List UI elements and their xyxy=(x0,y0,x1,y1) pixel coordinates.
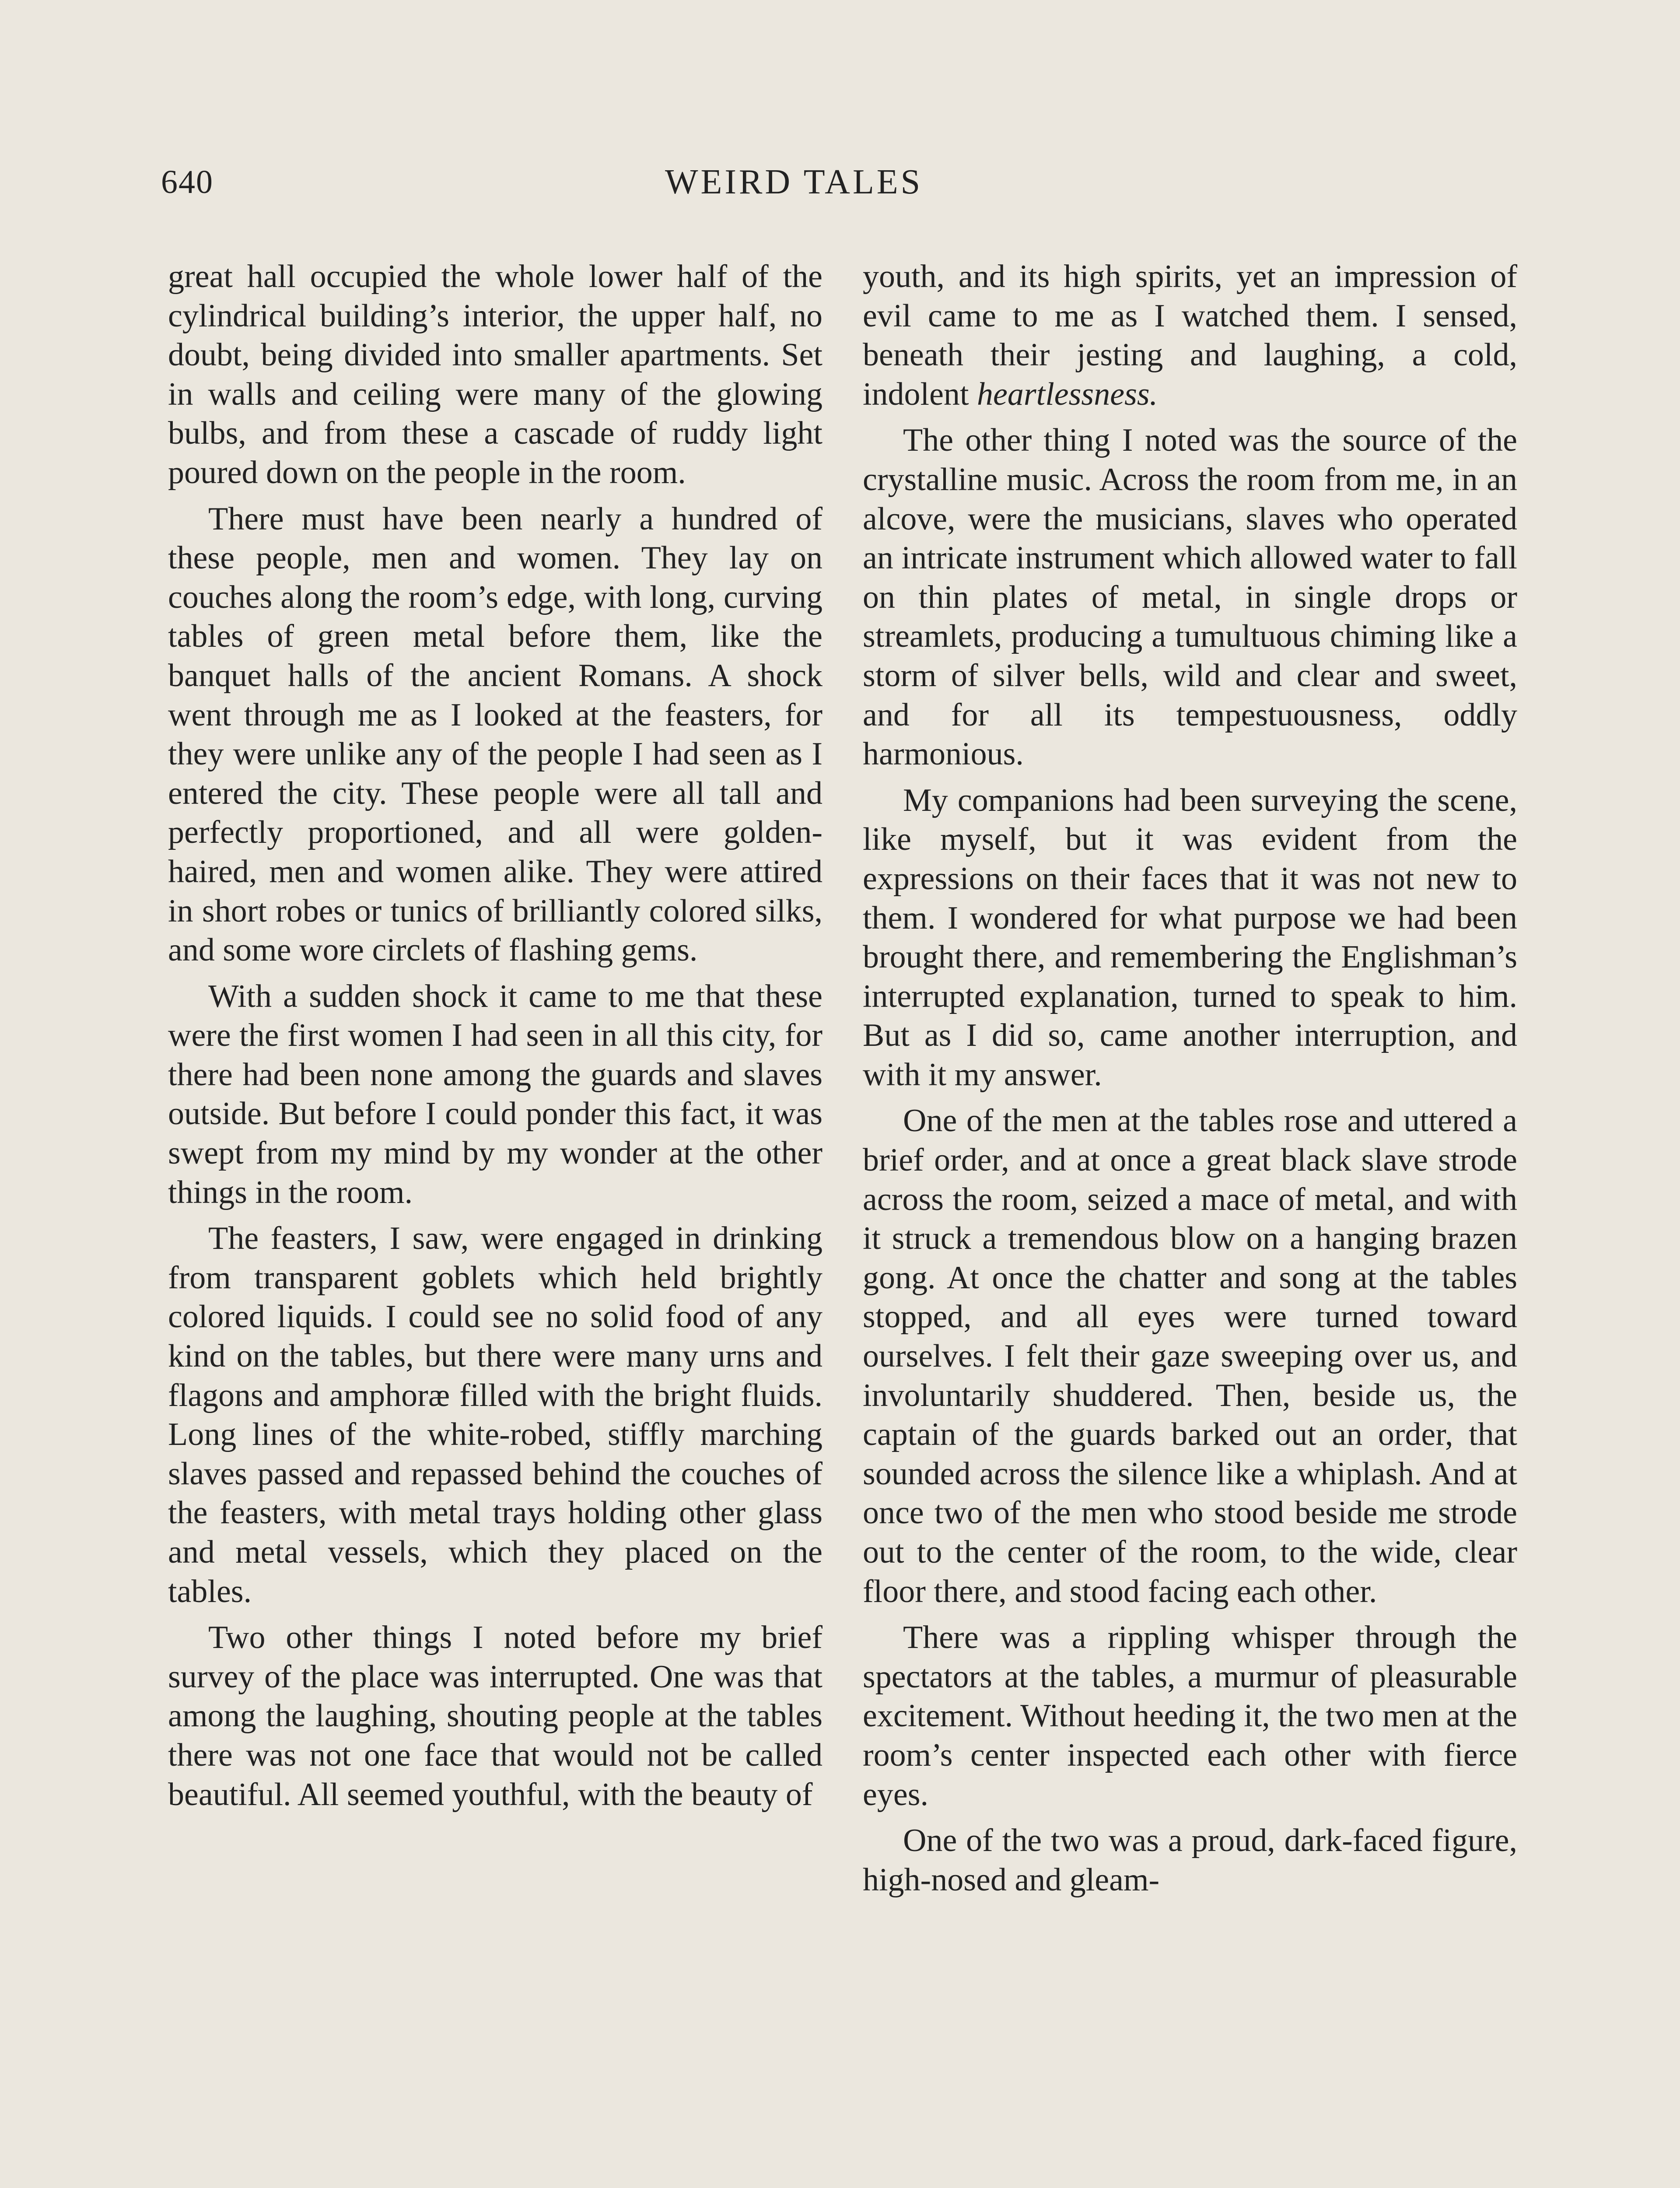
paragraph: My companions had been surveying the scene, like myself, but it was evident from the expressions on their faces that it was not new to them. I wondered for what purpose we had been brought there, and remembering the Englishman’s interrupted explanation, turned to speak to him. But as I did so, came another interruption, and with it my answer. xyxy=(863,782,1517,1093)
page-number: 640 xyxy=(161,164,214,200)
paragraph xyxy=(863,257,1517,414)
paragraph: One of the two was a proud, dark-faced figure, high-nosed and gleam- xyxy=(863,1823,1517,1898)
paragraph-text: youth, and its high spirits, yet an impression of evil came to me as I watched them. I sensed, beneath their jesting and laughing, a cold, indolent xyxy=(863,259,1517,412)
running-head: WEIRD TALES xyxy=(665,163,923,201)
paragraph: With a sudden shock it came to me that these were the first women I had seen in all this city, for there had been none among the guards and slaves outside. But before I could ponder this fact, it was swept from my mind by my wonder at the other things in the room. xyxy=(168,978,822,1210)
paragraph: There was a rippling whisper through the spectators at the tables, a murmur of pleasurable excitement. Without heeding it, the two men at the room’s center inspected each other with fierce eyes. xyxy=(863,1620,1517,1813)
paragraph: great hall occupied the whole lower half of the cylindrical building’s interior, the upper half, no doubt, being divided into smaller apartments. Set in walls and ceiling were many of the glowing bulbs, and from these a cascade of ruddy light poured down on the people in the room. xyxy=(168,259,822,491)
paragraph: One of the men at the tables rose and uttered a brief order, and at once a great black slave strode across the room, seized a mace of metal, and with it struck a tremendous blow on a hanging brazen gong. At once the chatter and song at the tables stopped, and all eyes were turned toward ourselves. I felt their gaze sweeping over us, and involuntarily shuddered. Then, beside us, the captain of the guards barked out an order, that sounded across the silence like a whiplash. And at once two of the men who stood beside me strode out to the center of the room, to the wide, clear floor there, and stood facing each other. xyxy=(863,1103,1517,1609)
paragraph: There must have been nearly a hundred of these people, men and women. They lay on couches along the room’s edge, with long, curving tables of green metal before them, like the banquet halls of the ancient Romans. A shock went through me as I looked at the feasters, for they were unlike any of the people I had seen as I entered the city. These people were all tall and perfectly proportioned, and all were golden-haired, men and women alike. They were attired in short robes or tunics of brilliantly colored silks, and some wore circlets of flashing gems. xyxy=(168,501,822,968)
paragraph: The other thing I noted was the source of the crystalline music. Across the room from me, in an alcove, were the musicians, slaves who operated an intricate instrument which allowed water to fall on thin plates of metal, in single drops or streamlets, producing a tumultuous chiming like a storm of silver bells, wild and clear and sweet, and for all its tempestuousness, oddly harmonious. xyxy=(863,422,1517,772)
italic-word: heartlessness. xyxy=(977,376,1158,412)
right-text-column xyxy=(863,257,1517,1900)
left-text-column xyxy=(168,257,822,1814)
paragraph: The feasters, I saw, were engaged in drinking from transparent goblets which held brightly colored liquids. I could see no solid food of any kind on the tables, but there were many urns and flagons and amphoræ filled with the bright fluids. Long lines of the white-robed, stiffly marching slaves passed and repassed behind the couches of the feasters, with metal trays holding other glass and metal vessels, which they placed on the tables. xyxy=(168,1220,822,1609)
paragraph: Two other things I noted before my brief survey of the place was interrupted. One was that among the laughing, shouting people at the tables there was not one face that would not be called beautiful. All seemed youthful, with the beauty of xyxy=(168,1620,822,1813)
